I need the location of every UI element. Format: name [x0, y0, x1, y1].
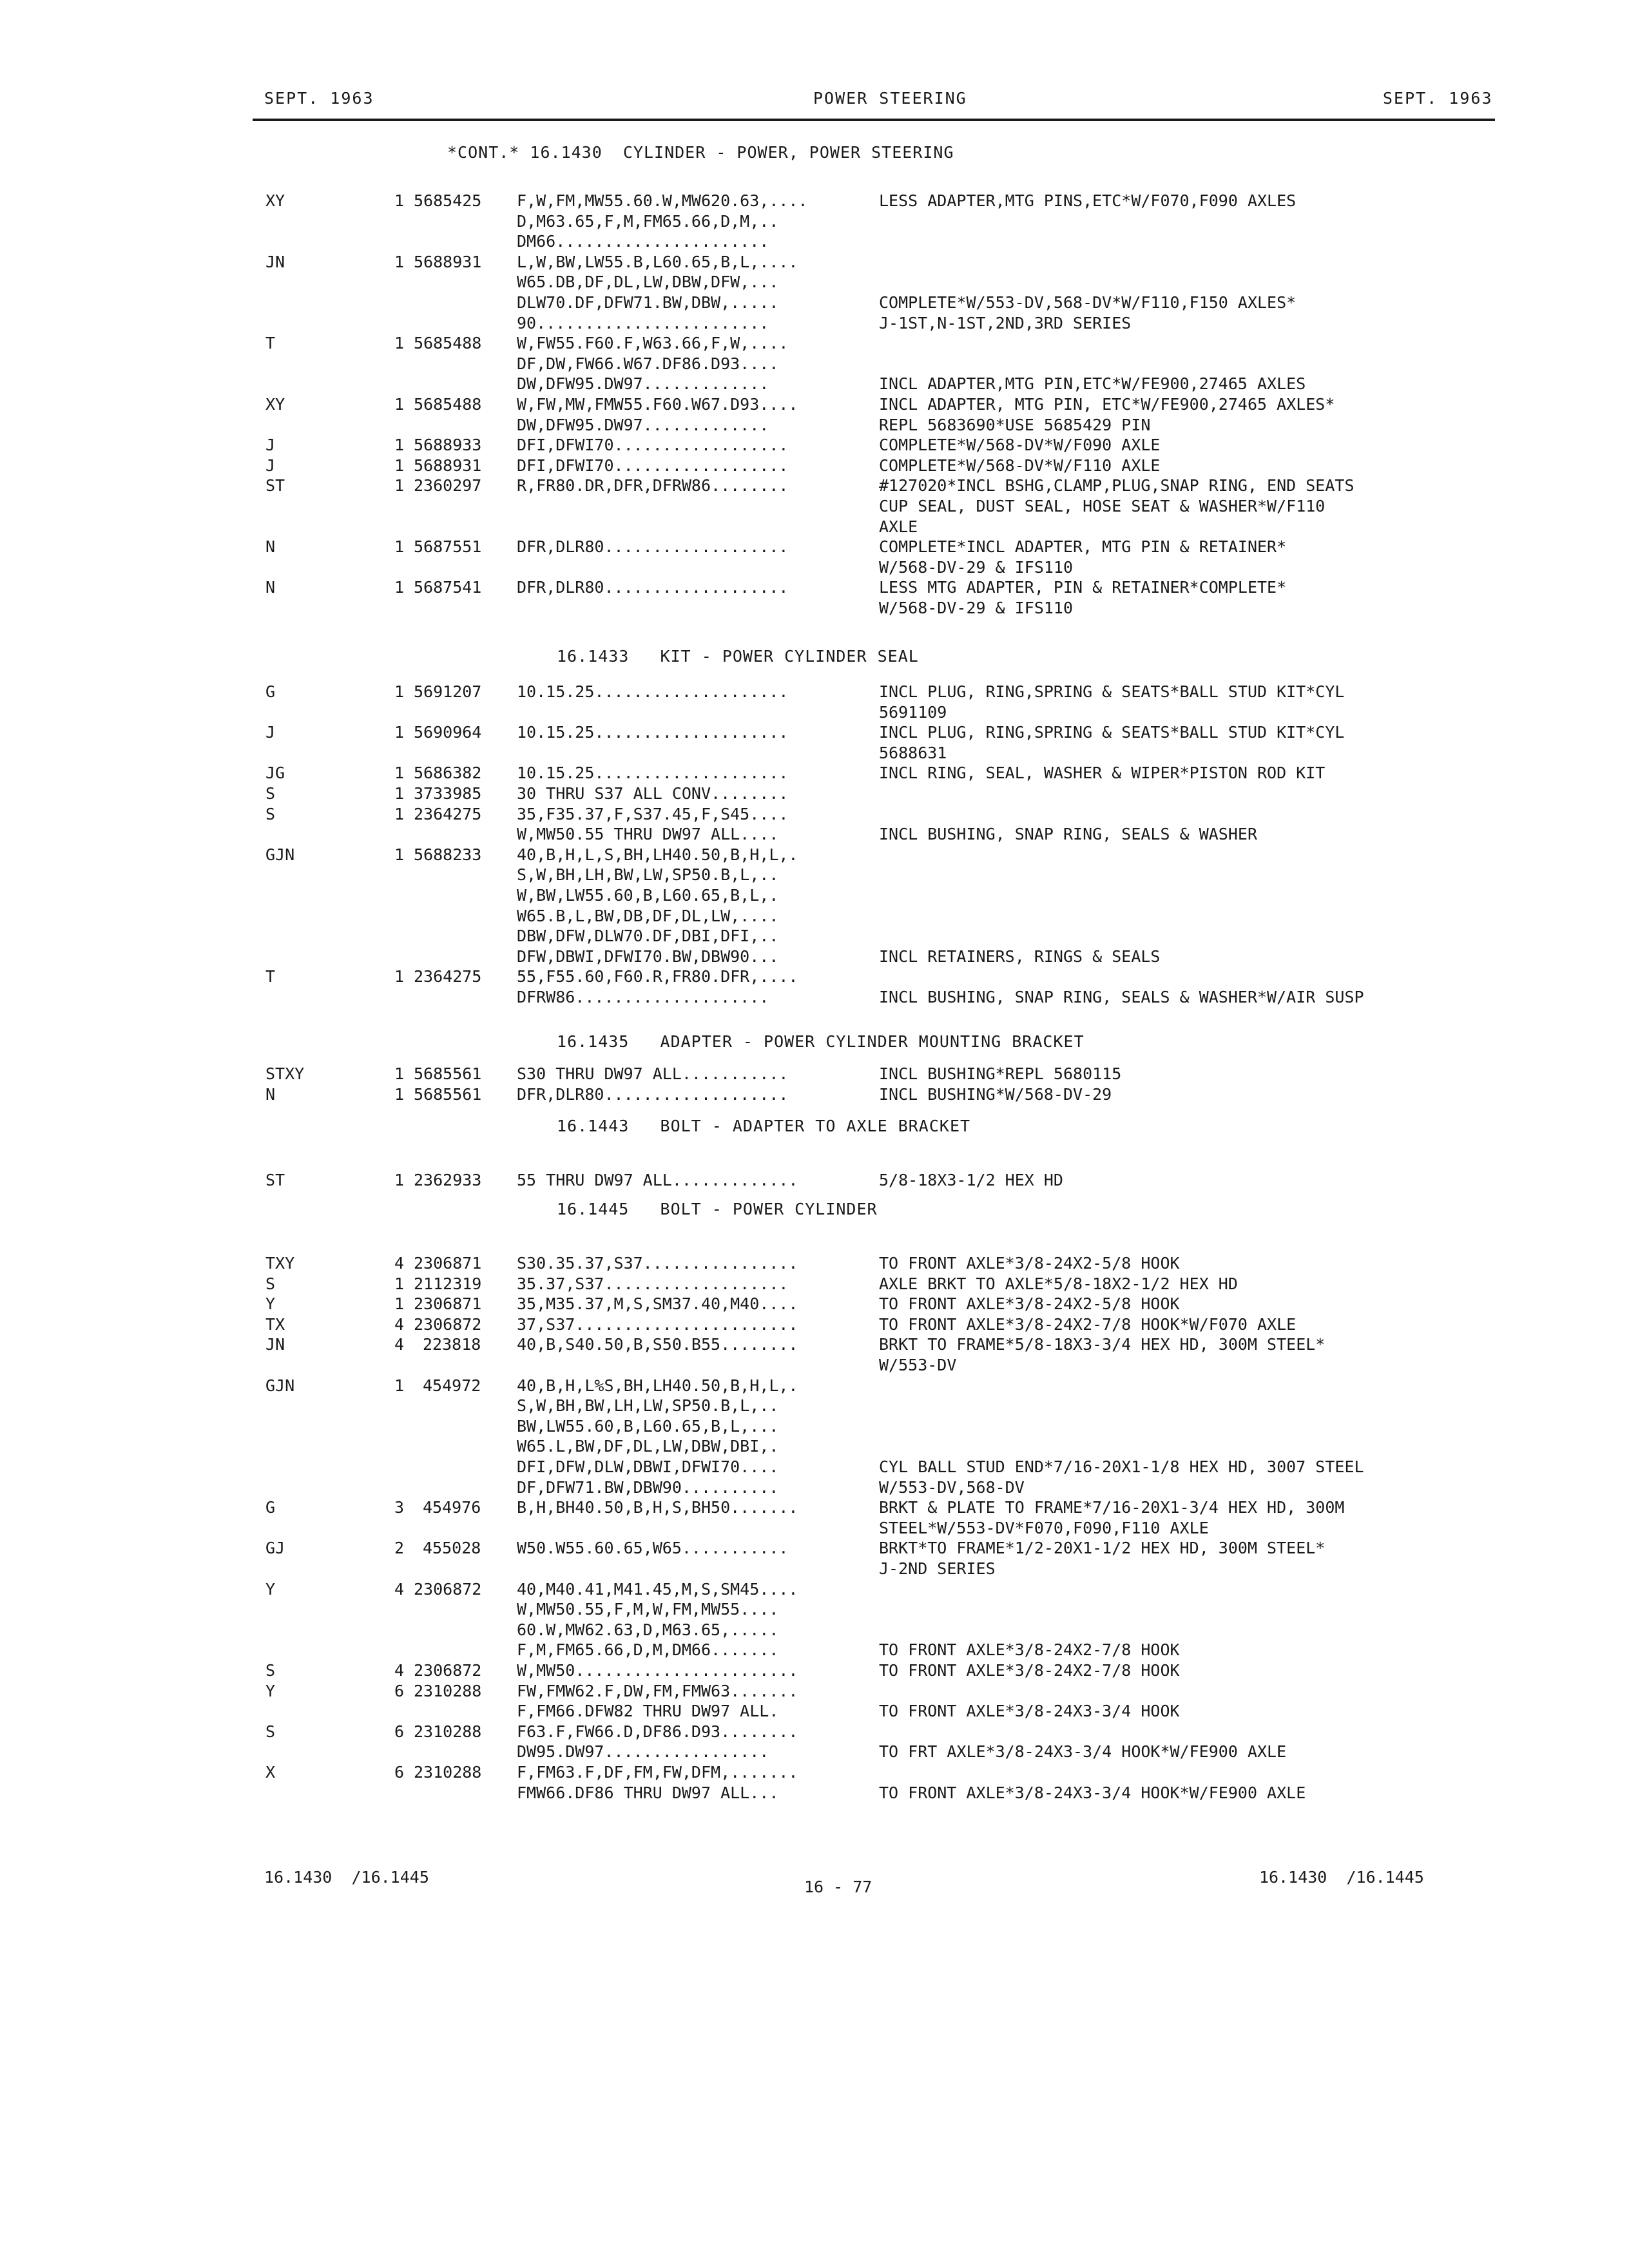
application: DW,DFW95.DW97.............: [517, 415, 769, 434]
application: DF,DFW71.BW,DBW90..........: [517, 1477, 779, 1497]
part-code: ST: [265, 1171, 285, 1189]
header-date-left: SEPT. 1963: [264, 89, 374, 108]
application: DW95.DW97.................: [517, 1742, 769, 1762]
application: W65.DB,DF,DL,LW,DBW,DFW,...: [517, 273, 779, 292]
catalog-row: [0, 865, 1629, 885]
catalog-row: [0, 252, 1629, 272]
part-code: J: [265, 436, 276, 455]
description: COMPLETE*W/553-DV,568-DV*W/F110,F150 AXLES*: [879, 293, 1296, 312]
part-number: 2306872: [414, 1661, 482, 1680]
part-number: 5686382: [414, 764, 482, 783]
catalog-row: [0, 1620, 1629, 1640]
header-date-right: SEPT. 1963: [1383, 89, 1493, 108]
quantity: 4: [394, 1335, 405, 1354]
catalog-row: [0, 1253, 1629, 1273]
application: W65.B,L,BW,DB,DF,DL,LW,....: [517, 906, 779, 925]
description: TO FRONT AXLE*3/8-24X3-3/4 HOOK*W/FE900 AXLE: [879, 1783, 1306, 1802]
catalog-row: [0, 1334, 1629, 1354]
catalog-row: [0, 1084, 1629, 1104]
catalog-row: [0, 1064, 1629, 1084]
catalog-row: [0, 906, 1629, 926]
catalog-row: [0, 702, 1629, 722]
application: DFRW86....................: [517, 988, 769, 1006]
quantity: 4: [394, 1314, 405, 1334]
catalog-row: [0, 517, 1629, 537]
catalog-row: [0, 1436, 1629, 1456]
catalog-row: [0, 496, 1629, 516]
section-title: 16.1433 KIT - POWER CYLINDER SEAL: [557, 647, 919, 666]
quantity: 1: [394, 723, 405, 742]
catalog-row: [0, 682, 1629, 702]
application: 40,M40.41,M41.45,M,S,SM45....: [517, 1579, 798, 1599]
section-title: *CONT.* 16.1430 CYLINDER - POWER, POWER STEERING: [447, 143, 954, 162]
part-number: 5688933: [414, 436, 482, 455]
catalog-row: [0, 394, 1629, 414]
description: INCL ADAPTER,MTG PIN,ETC*W/FE900,27465 AXLES: [879, 374, 1306, 394]
quantity: 1: [394, 967, 405, 986]
application: W50.W55.60.65,W65...........: [517, 1539, 789, 1558]
description: TO FRONT AXLE*3/8-24X2-7/8 HOOK: [879, 1640, 1180, 1660]
application: 35.37,S37...................: [517, 1274, 789, 1293]
catalog-row: [0, 783, 1629, 803]
quantity: 6: [394, 1722, 405, 1741]
application: 30 THRU S37 ALL CONV........: [517, 784, 789, 803]
part-code: Y: [265, 1579, 276, 1599]
catalog-row: [0, 293, 1629, 312]
description: 5688631: [879, 743, 947, 762]
application: FW,FMW62.F,DW,FM,FMW63.......: [517, 1681, 798, 1700]
application: DM66......................: [517, 232, 769, 251]
description: INCL BUSHING*REPL 5680115: [879, 1064, 1122, 1083]
catalog-row: [0, 966, 1629, 986]
application: F,W,FM,MW55.60.W,MW620.63,....: [517, 191, 808, 210]
description: TO FRT AXLE*3/8-24X3-3/4 HOOK*W/FE900 AXLE: [879, 1742, 1287, 1762]
part-number: 2310288: [414, 1722, 482, 1741]
catalog-row: [0, 1518, 1629, 1538]
catalog-row: [0, 1579, 1629, 1599]
catalog-row: [0, 231, 1629, 251]
description: TO FRONT AXLE*3/8-24X2-5/8 HOOK: [879, 1294, 1180, 1314]
section-title: 16.1435 ADAPTER - POWER CYLINDER MOUNTING BRACKET: [557, 1032, 1084, 1051]
quantity: 1: [394, 1274, 405, 1293]
part-code: Y: [265, 1294, 276, 1314]
catalog-row: [0, 456, 1629, 476]
part-code: GJN: [265, 1376, 295, 1395]
part-number: 5685488: [414, 395, 482, 414]
part-number: 5685561: [414, 1064, 482, 1083]
description: W/553-DV: [879, 1356, 957, 1374]
application: F63.F,FW66.D,DF86.D93........: [517, 1722, 798, 1741]
catalog-row: [0, 1416, 1629, 1436]
header-rule: [253, 119, 1495, 121]
description: STEEL*W/553-DV*F070,F090,F110 AXLE: [879, 1518, 1209, 1537]
section-title: 16.1443 BOLT - ADAPTER TO AXLE BRACKET: [557, 1117, 971, 1135]
part-number: 5690964: [414, 723, 482, 742]
quantity: 1: [394, 578, 405, 597]
application: DF,DW,FW66.W67.DF86.D93....: [517, 354, 779, 373]
part-code: J: [265, 723, 276, 742]
part-code: TX: [265, 1314, 285, 1334]
catalog-row: [0, 1376, 1629, 1396]
quantity: 4: [394, 1579, 405, 1599]
catalog-row: [0, 191, 1629, 211]
description: INCL PLUG, RING,SPRING & SEATS*BALL STUD KIT*CYL: [879, 723, 1345, 742]
quantity: 4: [394, 1254, 405, 1273]
part-number: 5685488: [414, 334, 482, 353]
description: #127020*INCL BSHG,CLAMP,PLUG,SNAP RING, END SEATS: [879, 476, 1354, 495]
part-number: 2306872: [414, 1579, 482, 1599]
description: COMPLETE*W/568-DV*W/F090 AXLE: [879, 436, 1161, 455]
application: 10.15.25....................: [517, 682, 789, 701]
quantity: 1: [394, 1376, 405, 1395]
application: 35,M35.37,M,S,SM37.40,M40....: [517, 1294, 798, 1314]
application: F,FM66.DFW82 THRU DW97 ALL.: [517, 1702, 779, 1721]
application: W,BW,LW55.60,B,L60.65,B,L,.: [517, 886, 779, 905]
quantity: 1: [394, 1294, 405, 1314]
application: W65.L,BW,DF,DL,LW,DBW,DBI,.: [517, 1437, 779, 1456]
catalog-row: [0, 1497, 1629, 1517]
part-code: JG: [265, 764, 285, 783]
quantity: 1: [394, 682, 405, 701]
part-code: X: [265, 1763, 276, 1782]
description: AXLE: [879, 517, 918, 536]
part-code: G: [265, 1498, 276, 1517]
part-code: TXY: [265, 1254, 295, 1273]
part-number: 2360297: [414, 476, 482, 495]
catalog-row: [0, 211, 1629, 231]
description: W/553-DV,568-DV: [879, 1477, 1025, 1497]
catalog-row: [0, 577, 1629, 597]
part-number: 2364275: [414, 967, 482, 986]
quantity: 1: [394, 784, 405, 803]
catalog-row: [0, 476, 1629, 495]
catalog-row: [0, 763, 1629, 783]
application: S30 THRU DW97 ALL...........: [517, 1064, 789, 1083]
description: INCL RETAINERS, RINGS & SEALS: [879, 947, 1161, 966]
catalog-row: [0, 557, 1629, 577]
part-code: J: [265, 456, 276, 475]
description: REPL 5683690*USE 5685429 PIN: [879, 415, 1151, 434]
catalog-row: [0, 537, 1629, 557]
header-title: POWER STEERING: [813, 89, 967, 108]
part-code: N: [265, 578, 276, 597]
application: DFR,DLR80...................: [517, 1084, 789, 1104]
description: LESS MTG ADAPTER, PIN & RETAINER*COMPLETE*: [879, 578, 1287, 597]
description: BRKT & PLATE TO FRAME*7/16-20X1-3/4 HEX HD, 300M: [879, 1498, 1345, 1517]
description: COMPLETE*INCL ADAPTER, MTG PIN & RETAINER*: [879, 537, 1287, 557]
description: CYL BALL STUD END*7/16-20X1-1/8 HEX HD, 3007 STEEL: [879, 1457, 1364, 1476]
catalog-row: [0, 1559, 1629, 1579]
application: DFR,DLR80...................: [517, 578, 789, 597]
catalog-row: [0, 824, 1629, 844]
description: 5691109: [879, 702, 947, 722]
application: DW,DFW95.DW97.............: [517, 374, 769, 394]
part-number: 2306871: [414, 1254, 482, 1273]
application: 10.15.25....................: [517, 723, 789, 742]
footer-range-left: 16.1430 /16.1445: [264, 1868, 429, 1887]
application: DBW,DFW,DLW70.DF,DBI,DFI,..: [517, 927, 779, 946]
catalog-row: [0, 1396, 1629, 1416]
application: 55 THRU DW97 ALL.............: [517, 1171, 798, 1189]
application: 55,F55.60,F60.R,FR80.DFR,....: [517, 967, 798, 986]
description: INCL BUSHING*W/568-DV-29: [879, 1084, 1112, 1104]
catalog-row: [0, 1314, 1629, 1334]
application: F,M,FM65.66,D,M,DM66.......: [517, 1640, 779, 1660]
description: BRKT TO FRAME*5/8-18X3-3/4 HEX HD, 300M STEEL*: [879, 1335, 1325, 1354]
part-code: S: [265, 804, 276, 823]
quantity: 6: [394, 1681, 405, 1700]
quantity: 1: [394, 456, 405, 475]
part-code: Y: [265, 1681, 276, 1700]
part-number: 5688233: [414, 845, 482, 864]
description: TO FRONT AXLE*3/8-24X3-3/4 HOOK: [879, 1702, 1180, 1721]
description: TO FRONT AXLE*3/8-24X2-7/8 HOOK*W/F070 AXLE: [879, 1314, 1296, 1334]
catalog-row: [0, 1274, 1629, 1294]
application: 35,F35.37,F,S37.45,F,S45....: [517, 804, 789, 823]
catalog-row: [0, 1538, 1629, 1558]
catalog-row: [0, 987, 1629, 1007]
application: W,MW50.......................: [517, 1661, 798, 1680]
description: INCL PLUG, RING,SPRING & SEATS*BALL STUD KIT*CYL: [879, 682, 1345, 701]
application: S,W,BH,LH,BW,LW,SP50.B,L,..: [517, 865, 779, 885]
application: 40,B,H,L,S,BH,LH40.50,B,H,L,.: [517, 845, 798, 864]
catalog-row: [0, 947, 1629, 966]
application: W,MW50.55,F,M,W,FM,MW55....: [517, 1600, 779, 1619]
description: AXLE BRKT TO AXLE*5/8-18X2-1/2 HEX HD: [879, 1274, 1238, 1293]
catalog-row: [0, 598, 1629, 618]
catalog-row: [0, 1477, 1629, 1497]
part-number: 2112319: [414, 1274, 482, 1293]
quantity: 1: [394, 476, 405, 495]
catalog-row: [0, 1660, 1629, 1680]
application: L,W,BW,LW55.B,L60.65,B,L,....: [517, 252, 798, 271]
section-title: 16.1445 BOLT - POWER CYLINDER: [557, 1200, 878, 1218]
catalog-row: [0, 1355, 1629, 1375]
quantity: 1: [394, 436, 405, 455]
description: 5/8-18X3-1/2 HEX HD: [879, 1171, 1063, 1189]
quantity: 1: [394, 1064, 405, 1083]
quantity: 1: [394, 1084, 405, 1104]
quantity: 1: [394, 804, 405, 823]
catalog-row: [0, 435, 1629, 455]
catalog-row: [0, 1742, 1629, 1762]
application: FMW66.DF86 THRU DW97 ALL...: [517, 1783, 779, 1802]
application: BW,LW55.60,B,L60.65,B,L,...: [517, 1416, 779, 1436]
application: DLW70.DF,DFW71.BW,DBW,.....: [517, 293, 779, 312]
description: W/568-DV-29 & IFS110: [879, 557, 1074, 577]
application: B,H,BH40.50,B,H,S,BH50.......: [517, 1498, 798, 1517]
catalog-row: [0, 1170, 1629, 1190]
part-number: 5685561: [414, 1084, 482, 1104]
application: DFR,DLR80...................: [517, 537, 789, 557]
quantity: 6: [394, 1763, 405, 1782]
quantity: 1: [394, 1171, 405, 1189]
part-number: 2362933: [414, 1171, 482, 1189]
description: INCL ADAPTER, MTG PIN, ETC*W/FE900,27465 AXLES*: [879, 395, 1335, 414]
application: 90........................: [517, 313, 769, 332]
part-code: XY: [265, 191, 285, 210]
part-code: G: [265, 682, 276, 701]
description: INCL BUSHING, SNAP RING, SEALS & WASHER: [879, 825, 1257, 844]
catalog-row: [0, 804, 1629, 824]
part-number: 5688931: [414, 456, 482, 475]
application: 10.15.25....................: [517, 764, 789, 783]
application: 60.W,MW62.63,D,M63.65,.....: [517, 1620, 779, 1639]
catalog-row: [0, 1294, 1629, 1314]
catalog-row: [0, 313, 1629, 333]
application: F,FM63.F,DF,FM,FW,DFM,.......: [517, 1763, 798, 1782]
part-number: 5687541: [414, 578, 482, 597]
part-number: 2364275: [414, 804, 482, 823]
catalog-row: [0, 885, 1629, 905]
description: J-2ND SERIES: [879, 1559, 996, 1578]
catalog-row: [0, 1783, 1629, 1803]
part-code: GJ: [265, 1539, 285, 1558]
part-number: 454972: [423, 1376, 481, 1395]
footer-range-right: 16.1430 /16.1445: [1259, 1868, 1424, 1887]
part-number: 5691207: [414, 682, 482, 701]
catalog-row: [0, 1599, 1629, 1619]
part-number: 2310288: [414, 1763, 482, 1782]
part-code: XY: [265, 395, 285, 414]
part-code: N: [265, 537, 276, 557]
catalog-row: [0, 333, 1629, 353]
quantity: 1: [394, 764, 405, 783]
catalog-row: [0, 415, 1629, 435]
application: S,W,BH,BW,LH,LW,SP50.B,L,..: [517, 1396, 779, 1416]
quantity: 1: [394, 537, 405, 557]
description: INCL RING, SEAL, WASHER & WIPER*PISTON ROD KIT: [879, 764, 1325, 783]
part-number: 3733985: [414, 784, 482, 803]
quantity: 1: [394, 191, 405, 210]
description: INCL BUSHING, SNAP RING, SEALS & WASHER*W/AIR SUSP: [879, 988, 1364, 1006]
description: TO FRONT AXLE*3/8-24X2-7/8 HOOK: [879, 1661, 1180, 1680]
part-code: ST: [265, 476, 285, 495]
catalog-row: [0, 1681, 1629, 1701]
part-code: JN: [265, 252, 285, 271]
quantity: 1: [394, 252, 405, 271]
quantity: 4: [394, 1661, 405, 1680]
application: S30.35.37,S37................: [517, 1254, 798, 1273]
part-number: 2306871: [414, 1294, 482, 1314]
quantity: 1: [394, 845, 405, 864]
part-code: N: [265, 1084, 276, 1104]
catalog-row: [0, 1762, 1629, 1782]
quantity: 1: [394, 395, 405, 414]
part-code: S: [265, 1661, 276, 1680]
part-number: 5687551: [414, 537, 482, 557]
part-number: 223818: [423, 1335, 481, 1354]
page-number: 16 - 77: [804, 1878, 872, 1896]
description: W/568-DV-29 & IFS110: [879, 599, 1074, 617]
quantity: 2: [394, 1539, 405, 1558]
catalog-row: [0, 1701, 1629, 1721]
description: TO FRONT AXLE*3/8-24X2-5/8 HOOK: [879, 1254, 1180, 1273]
catalog-row: [0, 743, 1629, 763]
catalog-row: [0, 374, 1629, 394]
part-code: S: [265, 1722, 276, 1741]
part-code: S: [265, 784, 276, 803]
application: 40,B,H,L%S,BH,LH40.50,B,H,L,.: [517, 1376, 798, 1395]
application: D,M63.65,F,M,FM65.66,D,M,..: [517, 211, 779, 231]
catalog-row: [0, 926, 1629, 946]
application: DFI,DFWI70..................: [517, 456, 789, 475]
part-number: 2306872: [414, 1314, 482, 1334]
application: 40,B,S40.50,B,S50.B55........: [517, 1335, 798, 1354]
application: 37,S37.......................: [517, 1314, 798, 1334]
application: W,FW55.F60.F,W63.66,F,W,....: [517, 334, 789, 353]
part-number: 5688931: [414, 252, 482, 271]
part-code: STXY: [265, 1064, 305, 1083]
part-number: 454976: [423, 1498, 481, 1517]
application: DFW,DBWI,DFWI70.BW,DBW90...: [517, 947, 779, 966]
part-code: T: [265, 334, 276, 353]
quantity: 1: [394, 334, 405, 353]
catalog-row: [0, 722, 1629, 742]
catalog-row: [0, 354, 1629, 374]
catalog-row: [0, 272, 1629, 292]
part-number: 2310288: [414, 1681, 482, 1700]
quantity: 3: [394, 1498, 405, 1517]
part-code: T: [265, 967, 276, 986]
description: J-1ST,N-1ST,2ND,3RD SERIES: [879, 313, 1132, 332]
application: DFI,DFWI70..................: [517, 436, 789, 455]
description: BRKT*TO FRAME*1/2-20X1-1/2 HEX HD, 300M STEEL*: [879, 1539, 1325, 1558]
part-number: 5685425: [414, 191, 482, 210]
catalog-row: [0, 1722, 1629, 1742]
part-code: GJN: [265, 845, 295, 864]
application: R,FR80.DR,DFR,DFRW86........: [517, 476, 789, 495]
application: DFI,DFW,DLW,DBWI,DFWI70....: [517, 1457, 779, 1476]
part-code: S: [265, 1274, 276, 1293]
application: W,FW,MW,FMW55.F60.W67.D93....: [517, 395, 798, 414]
catalog-row: [0, 845, 1629, 865]
catalog-row: [0, 1640, 1629, 1660]
catalog-row: [0, 1457, 1629, 1477]
description: CUP SEAL, DUST SEAL, HOSE SEAT & WASHER*W/F110: [879, 497, 1325, 515]
part-code: JN: [265, 1335, 285, 1354]
description: COMPLETE*W/568-DV*W/F110 AXLE: [879, 456, 1161, 475]
part-number: 455028: [423, 1539, 481, 1558]
description: LESS ADAPTER,MTG PINS,ETC*W/F070,F090 AXLES: [879, 191, 1296, 210]
application: W,MW50.55 THRU DW97 ALL....: [517, 825, 779, 844]
